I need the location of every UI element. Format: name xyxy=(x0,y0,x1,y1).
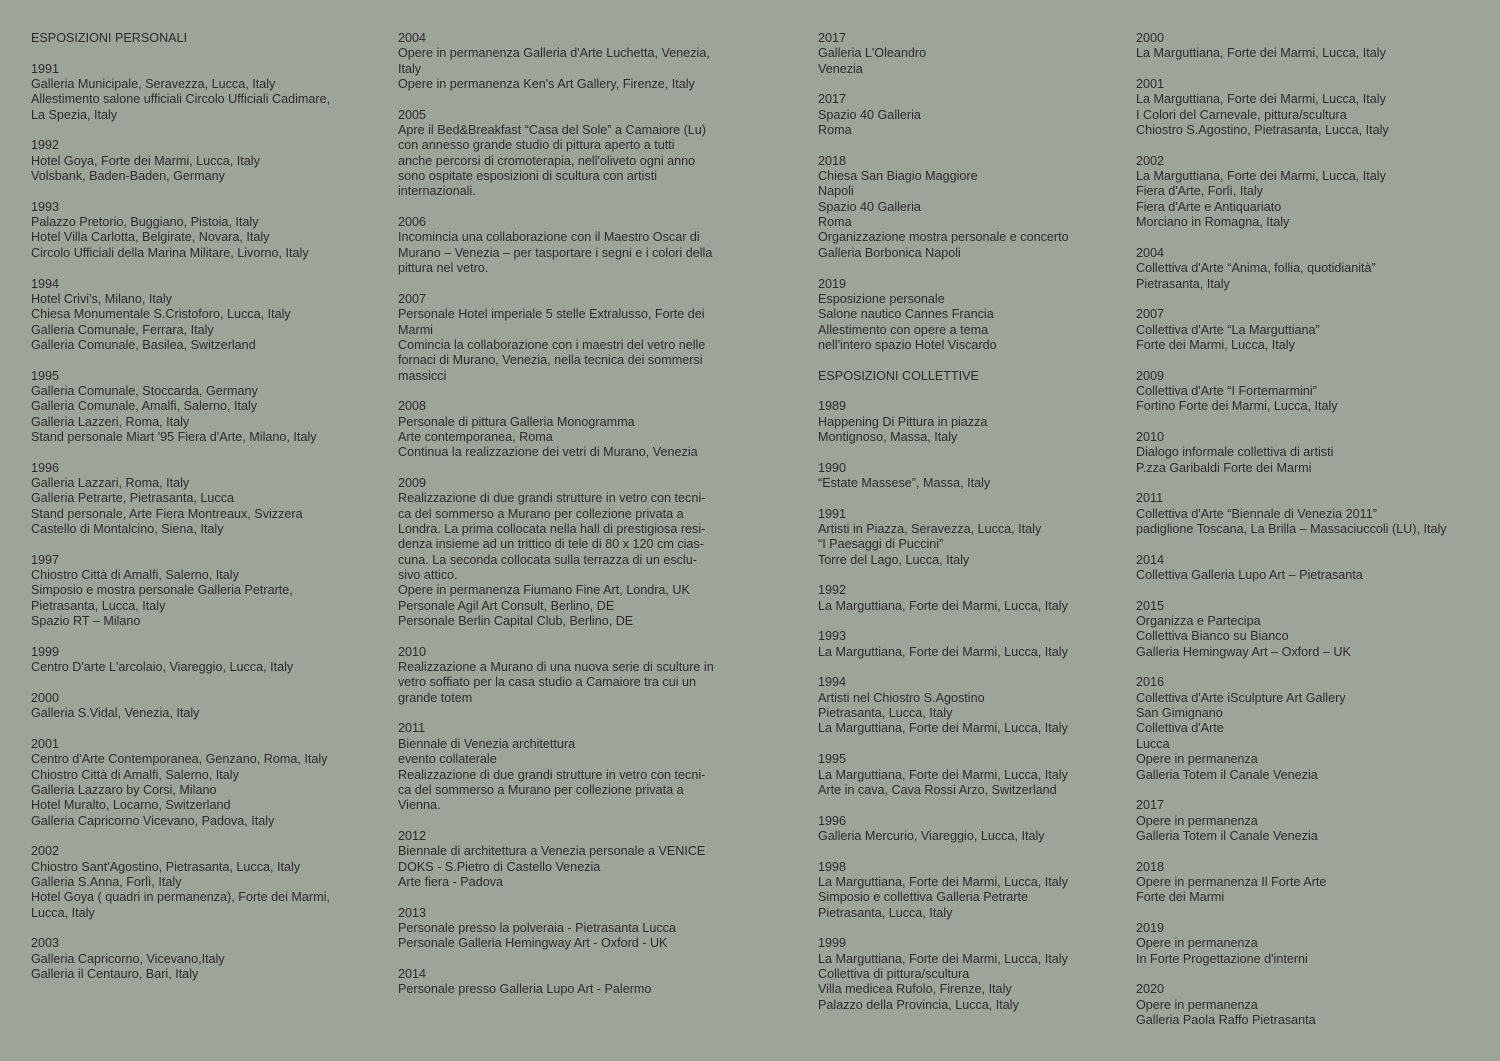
entry-line: Pietrasanta, Italy xyxy=(1136,276,1230,291)
entry-line: cuna. La seconda collocata sulla terrazza di un esclu- xyxy=(398,552,697,567)
entry-year: 2013 xyxy=(398,905,427,920)
entry-year: 1993 xyxy=(31,199,60,214)
exhibition-entry xyxy=(31,277,351,354)
exhibition-entry xyxy=(31,62,351,123)
entry-line: massicci xyxy=(398,368,447,383)
entry-line: Hotel Crivi's, Milano, Italy xyxy=(31,291,172,306)
entry-year: 2007 xyxy=(1136,307,1165,322)
exhibition-entry xyxy=(818,752,1118,798)
entry-year: 1994 xyxy=(818,675,847,690)
exhibition-entry xyxy=(31,553,351,630)
exhibition-entry xyxy=(398,476,721,629)
entry-line: Collettiva d'Arte “I Fortemarmini” xyxy=(1136,383,1317,398)
entry-line: Collettiva d'Arte xyxy=(1136,721,1224,736)
entry-line: anche percorsi di cromoterapia, nell'oliveto ogni anno xyxy=(398,153,696,168)
exhibition-entry xyxy=(31,645,351,676)
entry-line: Circolo Ufficiali della Marina Militare, Livorno, Italy xyxy=(31,245,309,260)
entry-year: 2000 xyxy=(31,690,60,705)
exhibition-entry xyxy=(1136,491,1476,537)
entry-line: Collettiva d'Arte “La Marguttiana” xyxy=(1136,322,1320,337)
exhibition-entry xyxy=(818,583,1118,614)
entry-line: Realizzazione di due grandi strutture in vetro con tecni- xyxy=(398,767,706,782)
entry-line: Forte dei Marmi, Lucca, Italy xyxy=(1136,337,1295,352)
entry-line: Opere in permanenza xyxy=(1136,752,1258,767)
entry-line: Allestimento salone ufficiali Circolo Ufficiali Cadimare, xyxy=(31,92,331,107)
entry-line: Arte in cava, Cava Rossi Arzo, Switzerland xyxy=(818,782,1057,797)
entry-line: Chiostro S.Agostino, Pietrasanta, Lucca, Italy xyxy=(1136,123,1389,138)
entry-line: fornaci di Murano, Venezia, nella tecnica dei sommersi xyxy=(398,353,703,368)
exhibition-entry xyxy=(31,936,351,982)
entry-line: Arte fiera - Padova xyxy=(398,874,503,889)
entry-line: Lucca, Italy xyxy=(31,905,95,920)
entry-year: 2016 xyxy=(1136,675,1165,690)
entry-line: Hotel Goya, Forte dei Marmi, Lucca, Italy xyxy=(31,153,260,168)
entry-line: Galleria Petrarte, Pietrasanta, Lucca xyxy=(31,491,235,506)
entry-line: Montignoso, Massa, Italy xyxy=(818,429,958,444)
entry-line: La Marguttiana, Forte dei Marmi, Lucca, Italy xyxy=(818,951,1068,966)
entry-year: 1992 xyxy=(31,138,60,153)
entry-line: Esposizione personale xyxy=(818,291,945,306)
exhibition-entry xyxy=(1136,154,1476,231)
entry-line: Galleria il Centauro, Bari, Italy xyxy=(31,966,199,981)
entry-line: Personale presso la polveraia - Pietrasanta Lucca xyxy=(398,920,676,935)
entry-year: 2008 xyxy=(398,399,427,414)
entry-year: 2011 xyxy=(1136,491,1164,506)
entry-line: nell'intero spazio Hotel Viscardo xyxy=(818,337,997,352)
exhibition-entry xyxy=(1136,369,1476,415)
entry-line: Torre del Lago, Lucca, Italy xyxy=(818,552,970,567)
entry-line: Galleria Comunale, Basilea, Switzerland xyxy=(31,337,256,352)
entry-line: Chiesa Monumentale S.Cristoforo, Lucca, Italy xyxy=(31,307,291,322)
entry-line: Organizzazione mostra personale e concerto xyxy=(818,230,1069,245)
entry-year: 1992 xyxy=(818,583,847,598)
entry-year: 2014 xyxy=(398,966,427,981)
entry-line: Londra. La prima collocata nella hall di prestigiosa resi- xyxy=(398,522,706,536)
entry-year: 1995 xyxy=(31,368,60,383)
entry-year: 1991 xyxy=(31,61,60,76)
entry-line: Realizzazione di due grandi strutture in vetro con tecni- xyxy=(398,491,706,506)
entry-line: La Marguttiana, Forte dei Marmi, Lucca, Italy xyxy=(818,644,1068,659)
exhibition-entry xyxy=(31,691,351,722)
entry-line: Happening Di Pittura in piazza xyxy=(818,414,988,429)
entry-line: La Marguttiana, Forte dei Marmi, Lucca, Italy xyxy=(818,767,1068,782)
entry-line: Volsbank, Baden-Baden, Germany xyxy=(31,169,225,184)
exhibition-entry xyxy=(818,399,1118,445)
entry-line: Galleria Comunale, Ferrara, Italy xyxy=(31,322,214,337)
entry-year: 2015 xyxy=(1136,598,1165,613)
entry-year: 2004 xyxy=(398,31,427,45)
entry-year: 1999 xyxy=(818,936,847,951)
entry-year: 1991 xyxy=(818,506,847,521)
entry-line: Galleria Paola Raffo Pietrasanta xyxy=(1136,1013,1316,1027)
entry-line: Castello di Montalcino, Siena, Italy xyxy=(31,522,224,536)
entry-year: 2006 xyxy=(398,215,427,230)
entry-line: I Colori del Carnevale, pittura/scultura xyxy=(1136,107,1347,122)
entry-year: 2002 xyxy=(31,844,60,859)
exhibition-entry xyxy=(1136,982,1476,1028)
entry-year: 2010 xyxy=(398,644,427,659)
entry-line: Collettiva d'Arte iSculpture Art Gallery xyxy=(1136,690,1346,705)
entry-line: Galleria Capricorno, Vicevano,Italy xyxy=(31,951,225,966)
entry-line: Stand personale Miart '95 Fiera d'Arte, Milano, Italy xyxy=(31,429,317,444)
exhibition-entry xyxy=(31,200,351,261)
entry-year: 2018 xyxy=(818,153,847,168)
entry-line: Galleria Capricorno Vicevano, Padova, Italy xyxy=(31,813,275,828)
exhibition-entry xyxy=(1136,246,1476,292)
entry-line: Hotel Goya ( quadri in permanenza), Forte dei Marmi, xyxy=(31,890,330,905)
entry-line: Organizza e Partecipa xyxy=(1136,614,1261,629)
entry-year: 2002 xyxy=(1136,153,1165,168)
entry-year: 2018 xyxy=(1136,859,1165,874)
exhibition-entry xyxy=(1136,307,1476,353)
exhibition-entry xyxy=(818,92,1118,138)
entry-line: Chiesa San Biagio Maggiore xyxy=(818,169,978,184)
entry-line: vetro soffiato per la casa studio a Camaiore tra cui un xyxy=(398,675,696,690)
column-1 xyxy=(31,31,351,998)
entry-line: Personale Agil Art Consult, Berlino, DE xyxy=(398,598,615,613)
exhibition-entry xyxy=(818,814,1118,845)
entry-line: La Marguttiana, Forte dei Marmi, Lucca, Italy xyxy=(1136,169,1386,184)
entry-year: 1990 xyxy=(818,460,847,475)
entry-year: 2009 xyxy=(398,475,427,490)
entry-line: Lucca xyxy=(1136,736,1170,751)
entry-year: 2019 xyxy=(1136,920,1165,935)
entry-line: ca del sommerso a Murano per collezione privata a xyxy=(398,506,684,521)
exhibition-entry xyxy=(818,629,1118,660)
entry-year: 2010 xyxy=(1136,429,1165,444)
exhibition-entry xyxy=(398,967,721,998)
entry-line: Galleria Municipale, Seravezza, Lucca, Italy xyxy=(31,77,276,92)
entry-line: Italy xyxy=(398,61,422,76)
entry-line: internazionali. xyxy=(398,184,476,199)
entry-line: Simposio e mostra personale Galleria Petrarte, xyxy=(31,583,293,598)
entry-line: Villa medicea Rufolo, Firenze, Italy xyxy=(818,982,1012,997)
exhibition-entry xyxy=(31,369,351,446)
entry-line: Forte dei Marmi xyxy=(1136,890,1225,905)
entry-year: 1995 xyxy=(818,752,847,767)
entry-line: Biennale di architettura a Venezia personale a VENICE xyxy=(398,844,706,859)
entry-line: Collettiva di pittura/scultura xyxy=(818,966,970,981)
entry-year: 2020 xyxy=(1136,982,1165,997)
entry-line: Roma xyxy=(818,215,852,230)
exhibition-entry xyxy=(818,31,1118,77)
entry-line: Personale Berlin Capital Club, Berlino, DE xyxy=(398,614,634,629)
exhibition-entry xyxy=(1136,860,1476,906)
exhibition-entry xyxy=(1136,921,1476,967)
entry-line: con annesso grande studio di pittura aperto a tutti xyxy=(398,138,675,153)
exhibition-entry xyxy=(1136,599,1476,660)
entry-line: Fortino Forte dei Marmi, Lucca, Italy xyxy=(1136,399,1338,414)
exhibition-entry xyxy=(818,277,1118,354)
entry-line: Venezia xyxy=(818,61,863,76)
entry-line: Realizzazione a Murano di una nuova serie di sculture in xyxy=(398,660,714,675)
entry-line: In Forte Progettazione d'interni xyxy=(1136,951,1308,966)
entry-line: ca del sommerso a Murano per collezione privata a xyxy=(398,782,684,797)
entry-line: denza insieme ad un trittico di tele di 80 x 120 cm cias- xyxy=(398,537,704,552)
entry-year: 2017 xyxy=(818,92,847,107)
entry-line: grande totem xyxy=(398,690,473,705)
entry-line: Napoli xyxy=(818,184,854,199)
entry-year: 1996 xyxy=(31,460,60,475)
entry-line: P.zza Garibaldi Forte dei Marmi xyxy=(1136,460,1312,475)
entry-line: La Marguttiana, Forte dei Marmi, Lucca, Italy xyxy=(1136,46,1386,61)
entry-line: Continua la realizzazione dei vetri di Murano, Venezia xyxy=(398,445,698,460)
entry-line: Galleria Totem il Canale Venezia xyxy=(1136,828,1318,843)
entry-line: Arte contemporanea, Roma xyxy=(398,429,553,444)
entry-year: 1996 xyxy=(818,813,847,828)
entry-line: La Marguttiana, Forte dei Marmi, Lucca, Italy xyxy=(1136,92,1386,107)
exhibition-entry xyxy=(1136,430,1476,476)
entry-line: Opere in permanenza Il Forte Arte xyxy=(1136,874,1327,889)
entry-line: Centro d'Arte Contemporanea, Genzano, Roma, Italy xyxy=(31,752,328,767)
exhibition-entry xyxy=(818,507,1118,568)
entry-line: Collettiva Galleria Lupo Art – Pietrasanta xyxy=(1136,568,1363,583)
exhibition-entry xyxy=(1136,553,1476,584)
entry-line: Centro D'arte L'arcolaio, Viareggio, Lucca, Italy xyxy=(31,660,294,675)
entry-year: 2007 xyxy=(398,291,427,306)
entry-line: Hotel Muralto, Locarno, Switzerland xyxy=(31,798,231,813)
entry-line: Chiostro Sant'Agostino, Pietrasanta, Lucca, Italy xyxy=(31,859,301,874)
entry-year: 1998 xyxy=(818,859,847,874)
entry-line: Pietrasanta, Lucca, Italy xyxy=(818,706,953,721)
entry-line: Apre il Bed&Breakfast “Casa del Sole” a Camaiore (Lu) xyxy=(398,123,706,138)
entry-line: Galleria Lazzari, Roma, Italy xyxy=(31,475,190,490)
exhibition-entry xyxy=(398,721,721,813)
entry-line: Palazzo della Provincia, Lucca, Italy xyxy=(818,997,1019,1012)
exhibition-entry xyxy=(398,399,721,460)
exhibition-entry xyxy=(398,645,721,706)
entry-year: 1997 xyxy=(31,552,60,567)
entry-line: Murano – Venezia – per tasportare i segni e i colori della xyxy=(398,245,713,260)
exhibition-entry xyxy=(31,844,351,921)
entry-line: Galleria L'Oleandro xyxy=(818,46,927,61)
entry-line: Collettiva d'Arte “Biennale di Venezia 2011” xyxy=(1136,506,1377,521)
exhibition-entry xyxy=(1136,798,1476,844)
entry-line: Collettiva Bianco su Bianco xyxy=(1136,629,1289,644)
entry-line: Allestimento con opere a tema xyxy=(818,322,989,337)
entry-year: 2004 xyxy=(1136,245,1165,260)
entry-line: Galleria S.Anna, Forlì, Italy xyxy=(31,874,182,889)
entry-line: Chiostro Città di Amalfi, Salerno, Italy xyxy=(31,568,239,583)
entry-line: Marmi xyxy=(398,322,433,337)
exhibition-entry xyxy=(818,675,1118,736)
exhibition-entry xyxy=(31,461,351,538)
column-3 xyxy=(818,31,1118,1028)
entry-line: Chiostro Città di Amalfi, Salerno, Italy xyxy=(31,767,239,782)
entry-line: La Marguttiana, Forte dei Marmi, Lucca, Italy xyxy=(818,874,1068,889)
exhibition-entry xyxy=(398,215,721,276)
entry-line: pittura nel vetro. xyxy=(398,261,489,276)
entry-year: 1993 xyxy=(818,629,847,644)
exhibition-entry xyxy=(398,829,721,890)
entry-line: “Estate Massese”, Massa, Italy xyxy=(818,475,991,490)
entry-line: Fiera d'Arte, Forlì, Italy xyxy=(1136,184,1263,199)
entry-line: Biennale di Venezia architettura xyxy=(398,736,576,751)
exhibition-entry xyxy=(1136,31,1476,62)
entry-line: Morciano in Romagna, Italy xyxy=(1136,215,1290,230)
section-heading-collettive: ESPOSIZIONI COLLETTIVE xyxy=(818,368,979,383)
entry-line: sivo attico. xyxy=(398,568,458,583)
entry-line: Dialogo informale collettiva di artisti xyxy=(1136,445,1334,460)
entry-line: Pietrasanta, Lucca, Italy xyxy=(31,598,166,613)
exhibition-entry xyxy=(398,108,721,200)
entry-line: Fiera d'Arte e Antiquariato xyxy=(1136,199,1282,214)
entry-line: Opere in permanenza Ken's Art Gallery, Firenze, Italy xyxy=(398,77,695,92)
entry-line: evento collaterale xyxy=(398,752,497,767)
entry-line: Palazzo Pretorio, Buggiano, Pistoia, Italy xyxy=(31,215,259,230)
entry-line: Salone nautico Cannes Francia xyxy=(818,307,994,322)
entry-line: La Marguttiana, Forte dei Marmi, Lucca, Italy xyxy=(818,598,1068,613)
entry-line: Collettiva d'Arte “Anima, follia, quotidianità” xyxy=(1136,261,1376,276)
entry-line: La Spezia, Italy xyxy=(31,107,118,122)
entry-line: Spazio 40 Galleria xyxy=(818,199,921,214)
entry-year: 2003 xyxy=(31,936,60,951)
entry-line: Galleria Lazzaro by Corsi, Milano xyxy=(31,782,217,797)
entry-line: Comincia la collaborazione con i maestri del vetro nelle xyxy=(398,337,706,352)
entry-year: 1994 xyxy=(31,276,60,291)
entry-line: Simposio e collettiva Galleria Petrarte xyxy=(818,890,1028,905)
entry-line: La Marguttiana, Forte dei Marmi, Lucca, Italy xyxy=(818,721,1068,736)
entry-line: Opere in permanenza Fiumano Fine Art, Londra, UK xyxy=(398,583,690,598)
entry-line: Spazio RT – Milano xyxy=(31,614,141,629)
column-4 xyxy=(1136,31,1476,1044)
exhibition-entry xyxy=(1136,675,1476,782)
entry-line: Personale Galleria Hemingway Art - Oxford - UK xyxy=(398,936,668,951)
entry-year: 2000 xyxy=(1136,31,1165,45)
column-2 xyxy=(398,31,721,1013)
entry-line: Personale presso Galleria Lupo Art - Palermo xyxy=(398,982,652,997)
entry-line: DOKS - S.Pietro di Castello Venezia xyxy=(398,859,601,874)
entry-line: Personale Hotel imperiale 5 stelle Extralusso, Forte dei xyxy=(398,307,705,322)
entry-year: 1999 xyxy=(31,644,60,659)
entry-line: Galleria Totem il Canale Venezia xyxy=(1136,767,1318,782)
entry-line: Galleria Comunale, Amalfi, Salerno, Italy xyxy=(31,399,258,414)
entry-line: sono ospitate esposizioni di scultura con artisti xyxy=(398,169,658,184)
entry-year: 2017 xyxy=(1136,798,1165,813)
entry-line: “I Paesaggi di Puccini” xyxy=(818,537,944,552)
entry-year: 1989 xyxy=(818,399,847,414)
exhibition-entry xyxy=(31,138,351,184)
entry-year: 2001 xyxy=(1136,77,1165,92)
entry-year: 2012 xyxy=(398,828,427,843)
exhibition-entry xyxy=(398,31,721,92)
entry-year: 2017 xyxy=(818,31,847,45)
entry-line: Opere in permanenza xyxy=(1136,936,1258,951)
exhibition-entry xyxy=(398,292,721,384)
exhibition-entry xyxy=(31,737,351,829)
exhibition-entry xyxy=(818,461,1118,492)
entry-year: 2005 xyxy=(398,107,427,122)
entry-line: Galleria Comunale, Stoccarda, Germany xyxy=(31,383,258,398)
entry-line: Stand personale, Arte Fiera Montreaux, Svizzera xyxy=(31,506,303,521)
entry-year: 2001 xyxy=(31,736,60,751)
entry-line: Personale di pittura Galleria Monogramma xyxy=(398,414,635,429)
exhibition-entry xyxy=(818,154,1118,261)
section-heading-personali: ESPOSIZIONI PERSONALI xyxy=(31,31,188,45)
entry-year: 2009 xyxy=(1136,368,1165,383)
entry-line: Galleria Hemingway Art – Oxford – UK xyxy=(1136,644,1351,659)
entry-line: Opere in permanenza xyxy=(1136,997,1258,1012)
entry-line: Pietrasanta, Lucca, Italy xyxy=(818,905,953,920)
exhibition-entry xyxy=(818,936,1118,1013)
entry-line: padiglione Toscana, La Brilla – Massaciuccoli (LU), Italy xyxy=(1136,522,1447,536)
entry-line: Galleria Lazzeri, Roma, Italy xyxy=(31,414,190,429)
entry-line: Vienna. xyxy=(398,798,441,813)
entry-line: Spazio 40 Galleria xyxy=(818,107,921,122)
exhibition-entry xyxy=(1136,77,1476,138)
entry-year: 2011 xyxy=(398,721,426,736)
entry-line: Roma xyxy=(818,123,852,138)
entry-line: Galleria Mercurio, Viareggio, Lucca, Italy xyxy=(818,828,1045,843)
entry-line: Incomincia una collaborazione con il Maestro Oscar di xyxy=(398,230,700,245)
entry-line: San Gimignano xyxy=(1136,706,1223,721)
entry-line: Hotel Villa Carlotta, Belgirate, Novara, Italy xyxy=(31,230,270,245)
exhibition-entry xyxy=(818,860,1118,921)
entry-line: Opere in permanenza Galleria d'Arte Luchetta, Venezia, xyxy=(398,46,710,61)
entry-line: Galleria Borbonica Napoli xyxy=(818,245,961,260)
exhibition-entry xyxy=(398,906,721,952)
entry-year: 2019 xyxy=(818,276,847,291)
entry-line: Artisti in Piazza, Seravezza, Lucca, Italy xyxy=(818,522,1042,536)
entry-line: Galleria S.Vidal, Venezia, Italy xyxy=(31,706,200,721)
entry-line: Opere in permanenza xyxy=(1136,813,1258,828)
entry-year: 2014 xyxy=(1136,552,1165,567)
entry-line: Artisti nel Chiostro S.Agostino xyxy=(818,690,985,705)
